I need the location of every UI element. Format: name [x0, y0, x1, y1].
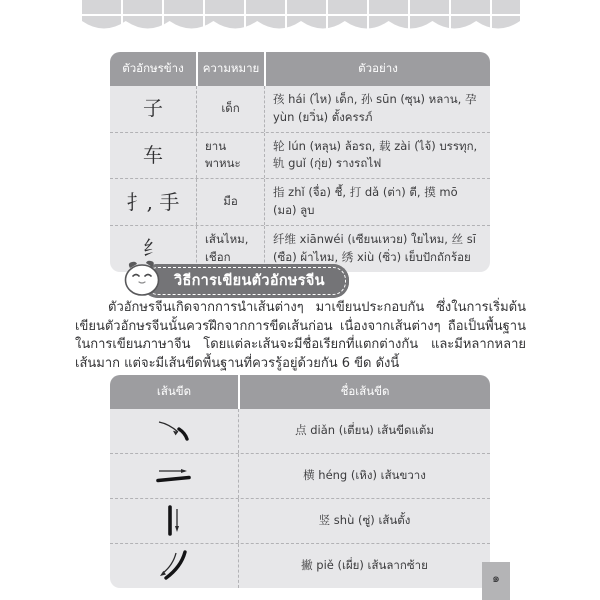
horizontal-stroke-icon — [151, 459, 197, 493]
strokes-table-header — [110, 375, 490, 409]
radical-examples: 孩 hái (ไห) เด็ก, 孙 sūn (ซุน) หลาน, 孕 yùn (ยวิ่น) ตั้งครรภ์ — [264, 86, 490, 132]
radical-examples: 轮 lún (หลุน) ล้อรถ, 载 zài (ไจ้) บรรทุก, 轨 guǐ (กุ่ย) รางรถไฟ — [264, 133, 490, 179]
page-number-badge — [482, 562, 510, 600]
stroke-glyph-cell — [110, 409, 238, 453]
table-row — [110, 86, 490, 132]
header-stroke-name: ชื่อเส้นขีด — [238, 375, 490, 409]
section-title: วิธีการเขียนตัวอักษรจีน — [174, 273, 325, 289]
radicals-table — [110, 52, 490, 272]
vertical-stroke-icon — [151, 504, 197, 538]
stroke-name: 点 diǎn (เตี่ยน) เส้นขีดแต้ม — [238, 409, 490, 453]
intro-paragraph: ตัวอักษรจีนเกิดจากการนำเส้นต่างๆ มาเขียนประกอบกัน ซึ่งในการเริ่มต้นเขียนตัวอักษรจีนนั้นควรฝึกจากการขีดเส้นก่อน เนื่องจากเส้นต่างๆ ถือเป็นพื้นฐานในการเขียนภาษาจีน โดยแต่ละเส้นจะมีชื่อเรียกที่แตกต่างกัน และมีหลากหลายเส้นมาก แต่จะมีเส้นขีดพื้นฐานที่ควรรู้อยู่ด้วยกัน 6 ขีด ดังนี้ — [75, 300, 526, 371]
strokes-table-body — [110, 409, 490, 588]
header-stroke: เส้นขีด — [156, 384, 192, 398]
radical-char: 纟 — [143, 236, 163, 261]
left-falling-stroke-icon — [151, 549, 197, 583]
stroke-name: 横 héng (เหิง) เส้นขวาง — [238, 454, 490, 498]
table-row — [110, 409, 490, 453]
panda-face-icon — [122, 256, 162, 298]
table-row — [110, 178, 490, 225]
radical-char: 扌, 手 — [126, 189, 180, 214]
strokes-table — [110, 375, 490, 588]
stroke-name: 竖 shù (ซู่) เส้นตั้ง — [238, 499, 490, 543]
radical-examples: 指 zhǐ (จื่อ) ชี้, 打 dǎ (ต่า) ตี, 摸 mō (มอ) ลูบ — [264, 179, 490, 225]
table-row — [110, 498, 490, 543]
stroke-glyph-cell — [110, 499, 238, 543]
stroke-glyph-cell — [110, 454, 238, 498]
stroke-name: 撇 piě (เผี่ย) เส้นลากซ้าย — [238, 544, 490, 588]
section-heading-pill — [142, 264, 349, 298]
header-examples: ตัวอย่าง — [264, 52, 490, 86]
stroke-glyph-cell — [110, 544, 238, 588]
radical-meaning: เด็ก — [196, 86, 264, 132]
header-radical: ตัวอักษรข้าง — [122, 61, 184, 75]
table-row — [110, 543, 490, 588]
header-meaning: ความหมาย — [196, 52, 264, 86]
page-number: ๑ — [492, 570, 500, 585]
radical-examples: 纤维 xiānwéi (เซียนเหวย) ใยไหม, 丝 sī (ซือ) ผ้าไหม, 绣 xiù (ซิ่ว) เย็บปักถักร้อย — [264, 226, 490, 272]
table-row — [110, 453, 490, 498]
radical-meaning: เส้นไหม, เชือก — [196, 226, 264, 272]
top-grid-decoration — [82, 0, 520, 38]
dot-stroke-icon — [151, 414, 197, 448]
radicals-table-header — [110, 52, 490, 86]
radicals-table-body — [110, 86, 490, 272]
radical-meaning: มือ — [196, 179, 264, 225]
radical-char: 子 — [143, 96, 163, 121]
table-row — [110, 132, 490, 179]
radical-char: 车 — [143, 142, 163, 167]
radical-meaning: ยานพาหนะ — [196, 133, 264, 179]
